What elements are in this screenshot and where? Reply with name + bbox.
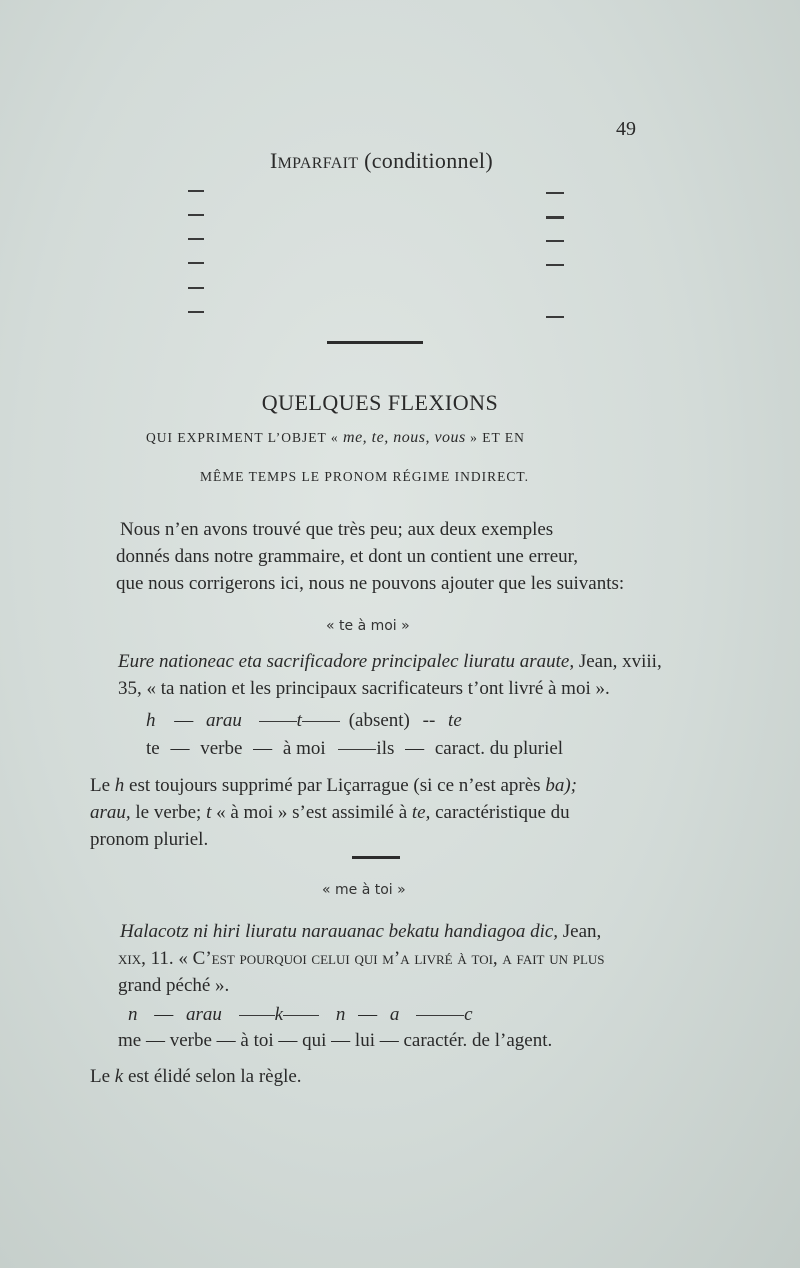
example-1-title: « te à moi »	[326, 618, 410, 634]
analysis-morph: c	[464, 1004, 473, 1025]
example-1-analysis-top	[146, 710, 462, 732]
example-1-quote	[118, 648, 662, 702]
note-text: Le	[90, 1066, 115, 1087]
example-2-quote	[118, 918, 658, 999]
example-2-title: « me à toi »	[322, 882, 406, 898]
analysis-morph: te	[448, 710, 462, 731]
analysis-gloss: ils	[376, 738, 395, 759]
note-line: pronom pluriel.	[90, 829, 209, 850]
analysis-morph: arau	[186, 1004, 222, 1025]
blank-dash	[188, 262, 204, 264]
analysis-gloss: à moi	[282, 738, 326, 759]
running-title-smallcaps: MPARFAIT	[277, 155, 359, 172]
example-2-basque: Halacotz ni hiri liuratu narauanac bekatu handiagoa dic,	[120, 921, 559, 942]
example-2-translation: grand péché ».	[118, 975, 230, 996]
blank-dash	[188, 311, 204, 313]
analysis-morph: h	[146, 710, 156, 731]
analysis-morph: n	[128, 1004, 138, 1025]
subheading-line-2: MÊME TEMPS LE PRONOM RÉGIME INDIRECT.	[200, 469, 530, 484]
note-text: est toujours supprimé par Liçarrague (si ce n’est après	[124, 775, 546, 796]
analysis-sep: —	[358, 1004, 378, 1025]
example-1-basque: Eure nationeac eta sacrificadore principalec liuratu araute,	[118, 651, 575, 672]
subheading-part-2: » ET EN	[470, 430, 525, 445]
analysis-sep: —	[405, 738, 425, 759]
running-title	[270, 148, 493, 174]
example-2-translation: xix, 11. « C’est pourquoi celui qui m’a livré à toi, a fait un plus	[118, 948, 605, 969]
example-1-note	[90, 772, 660, 853]
analysis-line	[283, 1015, 319, 1017]
analysis-line	[338, 749, 376, 751]
analysis-line	[302, 721, 340, 723]
analysis-sep: —	[170, 738, 190, 759]
analysis-morph: arau	[206, 710, 242, 731]
analysis-note: (absent)	[348, 710, 410, 731]
note-italic: arau,	[90, 802, 131, 823]
note-italic: k	[114, 1066, 124, 1087]
example-2-quote-line	[118, 918, 658, 945]
intro-line: Nous n’en avons trouvé que très peu; aux deux exemples	[120, 519, 554, 540]
section-rule	[327, 341, 423, 344]
example-2-reference: Jean,	[562, 921, 602, 942]
note-italic: ba);	[545, 775, 577, 796]
note-italic: h	[114, 775, 125, 796]
intro-line: que nous corrigerons ici, nous ne pouvons ajouter que les suivants:	[116, 573, 625, 594]
note-text: le verbe;	[130, 802, 207, 823]
blank-dash	[546, 192, 564, 194]
analysis-gloss: verbe	[200, 738, 243, 759]
analysis-sep: --	[422, 710, 436, 731]
example-1-quote-line	[118, 648, 662, 675]
example-2-analysis-top	[128, 1004, 473, 1026]
blank-dash	[188, 287, 204, 289]
analysis-line	[416, 1015, 464, 1017]
analysis-line	[239, 1015, 275, 1017]
note-text: est élidé selon la règle.	[123, 1066, 302, 1087]
note-text: « à moi » s’est assimilé à	[211, 802, 412, 823]
note-italic: te,	[411, 802, 431, 823]
analysis-sep: —	[174, 710, 194, 731]
example-2-note	[90, 1066, 302, 1088]
analysis-sep: —	[253, 738, 273, 759]
analysis-gloss: te	[146, 738, 160, 759]
page-number: 49	[616, 118, 636, 140]
example-rule	[352, 856, 400, 859]
blank-dash	[546, 216, 564, 219]
subheading-part-1: QUI EXPRIMENT L’OBJET «	[146, 430, 339, 445]
analysis-gloss: caract. du pluriel	[434, 738, 564, 759]
note-italic: t	[206, 802, 212, 823]
note-line	[90, 772, 660, 799]
analysis-morph: k	[274, 1004, 284, 1025]
analysis-morph: t	[296, 710, 302, 731]
blank-dash	[546, 264, 564, 266]
example-1-reference: Jean, xviii,	[578, 651, 662, 672]
intro-line: donnés dans notre grammaire, et dont un contient une erreur,	[116, 546, 578, 567]
example-2-analysis-bottom: me — verbe — à toi — qui — lui — caractér. de l’agent.	[118, 1030, 553, 1051]
blank-dash	[546, 316, 564, 318]
blank-dash	[188, 214, 204, 216]
running-title-tail: (conditionnel)	[364, 148, 493, 173]
intro-paragraph	[118, 516, 658, 597]
blank-dash	[188, 238, 204, 240]
analysis-line	[259, 721, 297, 723]
analysis-sep: —	[154, 1004, 174, 1025]
example-1-translation: 35, « ta nation et les principaux sacrificateurs t’ont livré à moi ».	[118, 678, 610, 699]
analysis-morph: n	[335, 1004, 346, 1025]
note-text: caractéristique du	[430, 802, 570, 823]
note-text: Le	[90, 775, 115, 796]
blank-dash	[188, 190, 204, 192]
subheading-line-1	[146, 429, 525, 447]
analysis-morph: a	[389, 1004, 400, 1025]
example-1-analysis-bottom	[146, 738, 563, 760]
running-title-initial: I	[270, 148, 278, 173]
section-heading: QUELQUES FLEXIONS	[261, 390, 499, 415]
subheading-pronouns: me, te, nous, vous	[343, 429, 466, 446]
blank-dash	[546, 240, 564, 242]
note-line	[90, 799, 660, 826]
